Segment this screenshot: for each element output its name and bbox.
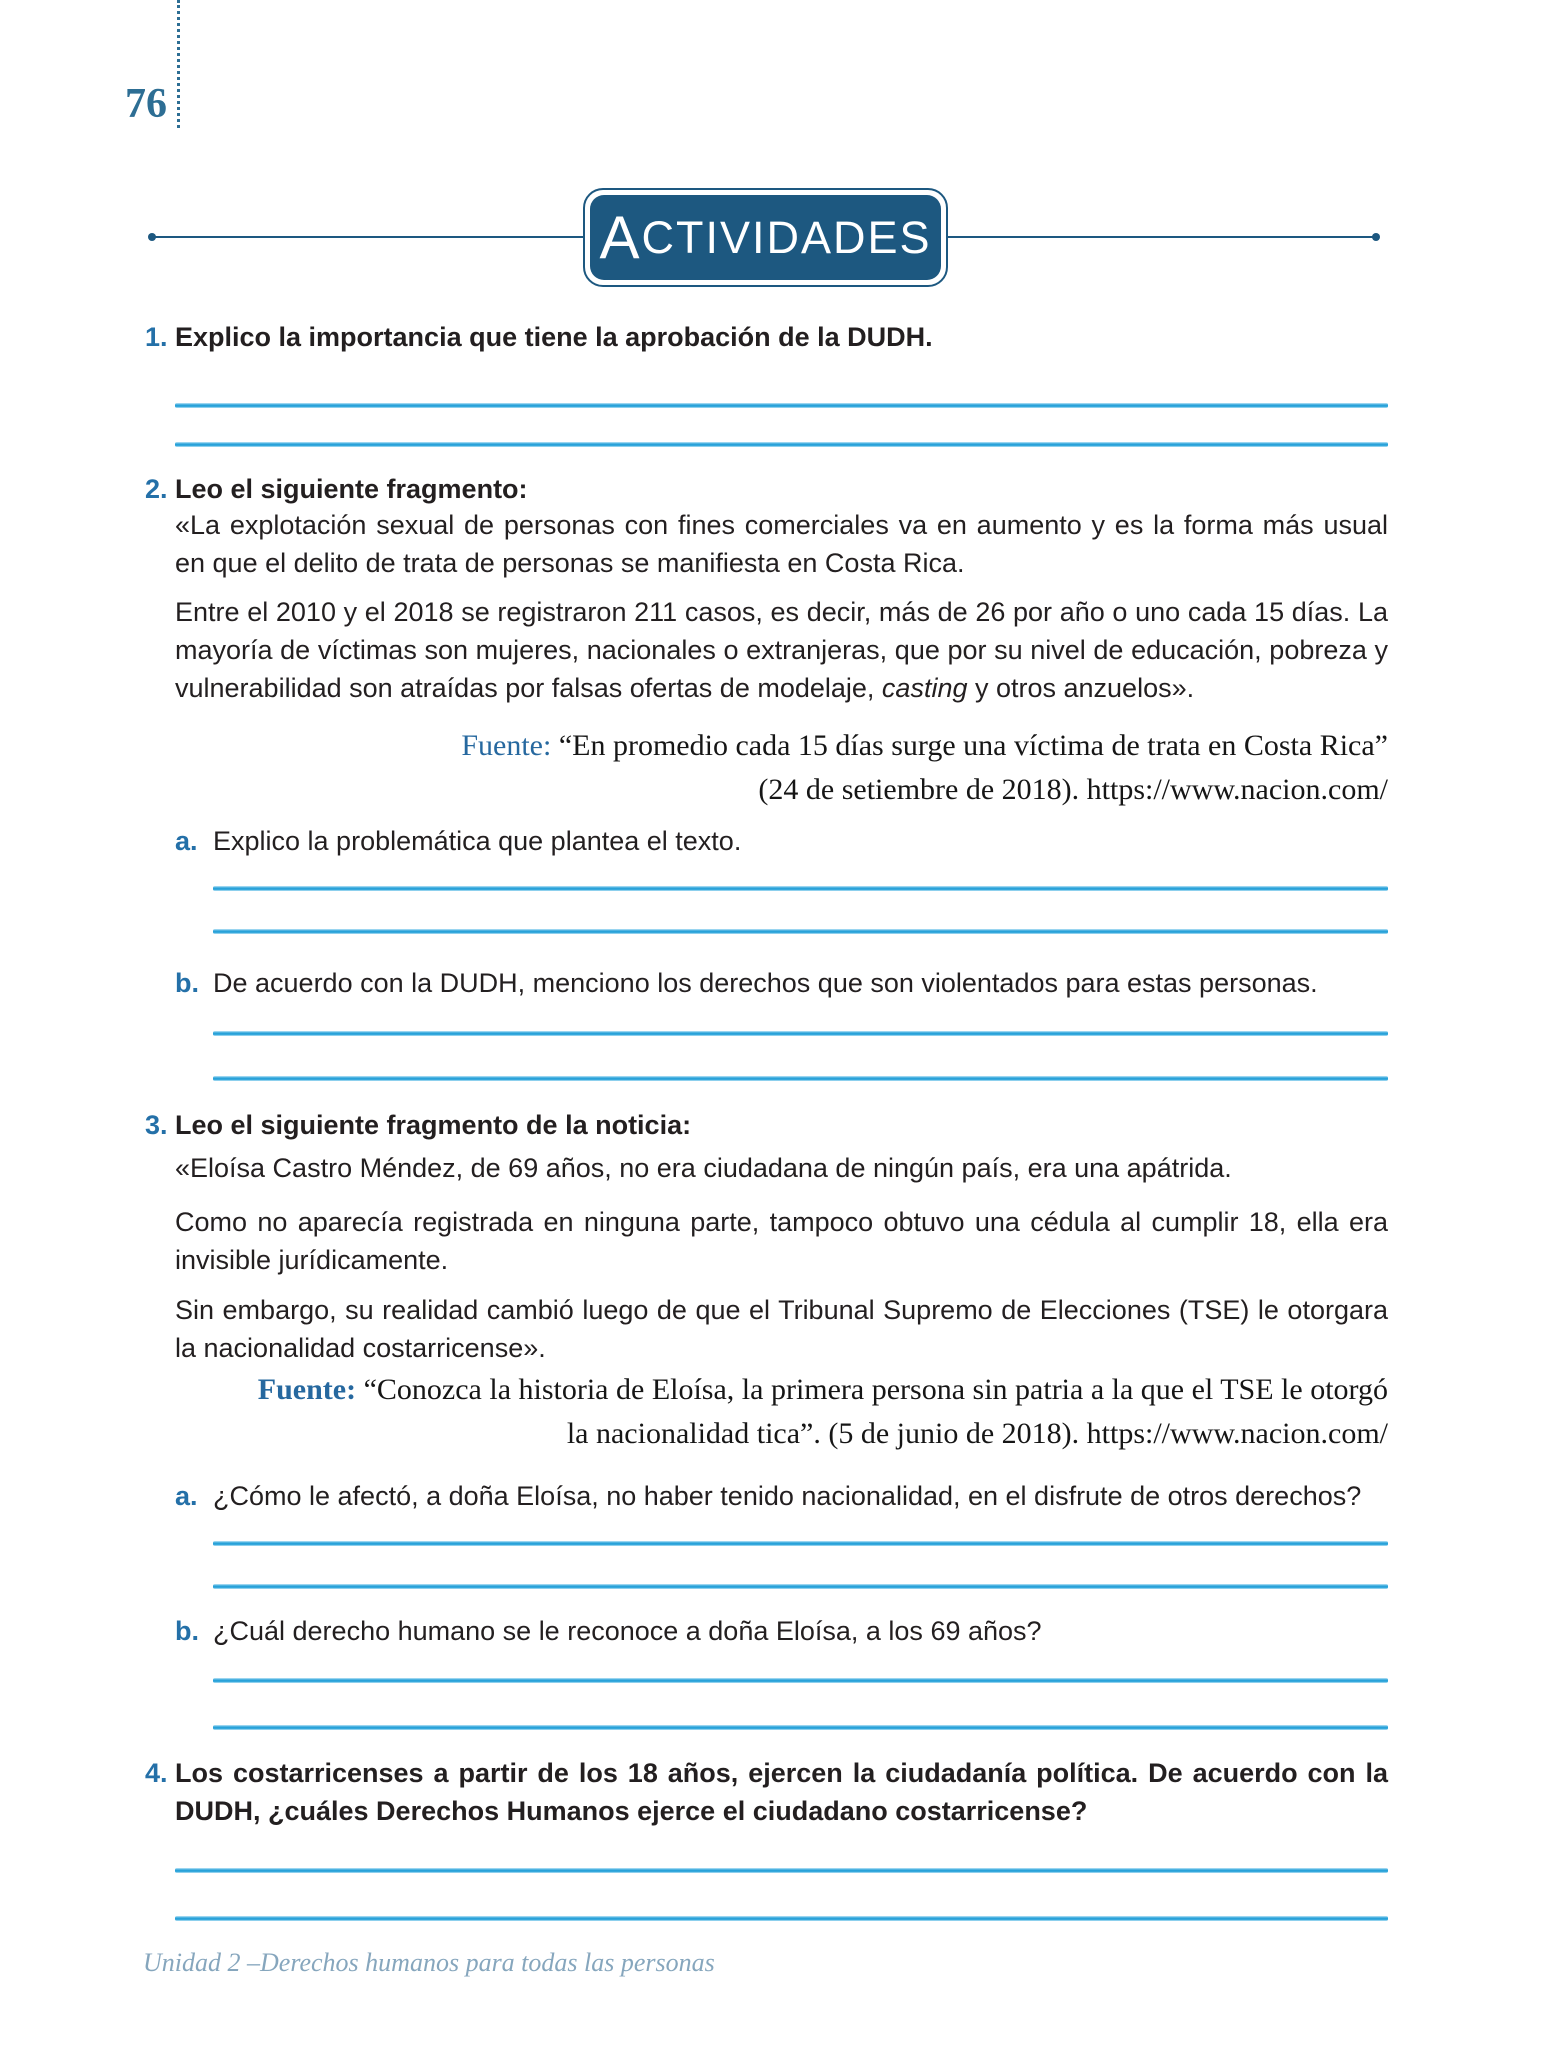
banner-title-rest: CTIVIDADES (641, 212, 932, 263)
activity-3b-text: ¿Cuál derecho humano se le reconoce a doña Eloísa, a los 69 años? (213, 1616, 1042, 1646)
activity-2-quote-paragraph-1: «La explotación sexual de personas con fines comerciales va en aumento y es la forma más usual en que el delito de trata de personas se manifiesta en Costa Rica. (175, 510, 1388, 578)
banner-title-initial: A (599, 203, 642, 271)
source-title: “Conozca la historia de Eloísa, la primera persona sin patria a la que el TSE le otorgó (363, 1373, 1388, 1406)
activity-3a-question (175, 1477, 1388, 1515)
answer-line (175, 1868, 1388, 1873)
answer-line (213, 1678, 1388, 1683)
actividades-banner-box (590, 195, 941, 280)
activity-2-text: Leo el siguiente fragmento: (175, 474, 528, 504)
activity-2-source (175, 724, 1388, 812)
activity-2-number: 2. (145, 474, 168, 504)
activity-2-quote-paragraph-2 (175, 593, 1388, 707)
activity-3-quote-paragraph-1: «Eloísa Castro Méndez, de 69 años, no era ciudadana de ningún país, era una apátrida. (175, 1153, 1232, 1183)
activity-4-text: Los costarricenses a partir de los 18 años, ejercen la ciudadanía política. De acuerdo con la DUDH, ¿cuáles Derechos Humanos ejerce el ciudadano costarricense? (175, 1758, 1388, 1826)
answer-line (213, 886, 1388, 891)
activity-3b-letter: b. (175, 1616, 199, 1646)
activity-3a-letter: a. (175, 1481, 198, 1511)
quote-text: Entre el 2010 y el 2018 se registraron 211 casos, es decir, más de 26 por año o uno cada 15 días. La mayoría de víctimas son mujeres, nacionales o extranjeras, que por su nivel de educación, pobreza y vulnerabilidad son atraídas por falsas ofertas de modelaje, (175, 597, 1388, 703)
activity-2b-question (175, 964, 1388, 1002)
answer-line (213, 1541, 1388, 1546)
answer-line (175, 1916, 1388, 1921)
quote-text-italic: casting (881, 673, 968, 703)
footer-unit-title: Unidad 2 –Derechos humanos para todas las personas (143, 1948, 715, 1977)
source-label: Fuente: (461, 729, 552, 762)
page-number: 76 (125, 81, 167, 127)
answer-line (213, 1584, 1388, 1589)
activity-3-source (175, 1368, 1388, 1456)
source-date-url: la nacionalidad tica”. (5 de junio de 2018). https://www.nacion.com/ (566, 1417, 1388, 1450)
activity-4-heading (145, 1754, 1388, 1830)
activity-3-quote-paragraph-2: Como no aparecía registrada en ninguna parte, tampoco obtuvo una cédula al cumplir 18, ella era invisible jurídicamente. (175, 1207, 1388, 1275)
answer-line (213, 1076, 1388, 1081)
activity-2b-text: De acuerdo con la DUDH, menciono los derechos que son violentados para estas personas. (213, 968, 1318, 998)
activity-1-text: Explico la importancia que tiene la aprobación de la DUDH. (175, 322, 933, 352)
answer-line (213, 929, 1388, 934)
activity-1-heading (145, 318, 1388, 356)
activity-2a-text: Explico la problemática que plantea el texto. (213, 826, 742, 856)
activity-2b-letter: b. (175, 968, 199, 998)
margin-dotted-line (177, 0, 180, 128)
activity-2a-question (175, 822, 1388, 860)
source-label: Fuente: (257, 1373, 357, 1406)
actividades-banner (583, 188, 948, 287)
answer-line (175, 442, 1388, 447)
answer-line (213, 1725, 1388, 1730)
activity-3-text: Leo el siguiente fragmento de la noticia: (175, 1110, 692, 1140)
activity-3-quote-paragraph-3: Sin embargo, su realidad cambió luego de que el Tribunal Supremo de Elecciones (TSE) le otorgara la nacionalidad costarricense». (175, 1295, 1388, 1363)
source-date-url: (24 de setiembre de 2018). https://www.nacion.com/ (758, 773, 1388, 806)
activity-4-number: 4. (145, 1758, 168, 1788)
answer-line (175, 403, 1388, 408)
activity-1-number: 1. (145, 322, 168, 352)
answer-line (213, 1031, 1388, 1036)
source-title: “En promedio cada 15 días surge una víctima de trata en Costa Rica” (558, 729, 1388, 762)
activity-3a-text: ¿Cómo le afectó, a doña Eloísa, no haber tenido nacionalidad, en el disfrute de otros derechos? (213, 1481, 1362, 1511)
activity-3-number: 3. (145, 1110, 168, 1140)
quote-text: y otros anzuelos». (967, 673, 1195, 703)
activity-3-heading (145, 1106, 1388, 1144)
activity-2-heading (145, 470, 1388, 508)
activity-2a-letter: a. (175, 826, 198, 856)
activity-3b-question (175, 1612, 1388, 1650)
